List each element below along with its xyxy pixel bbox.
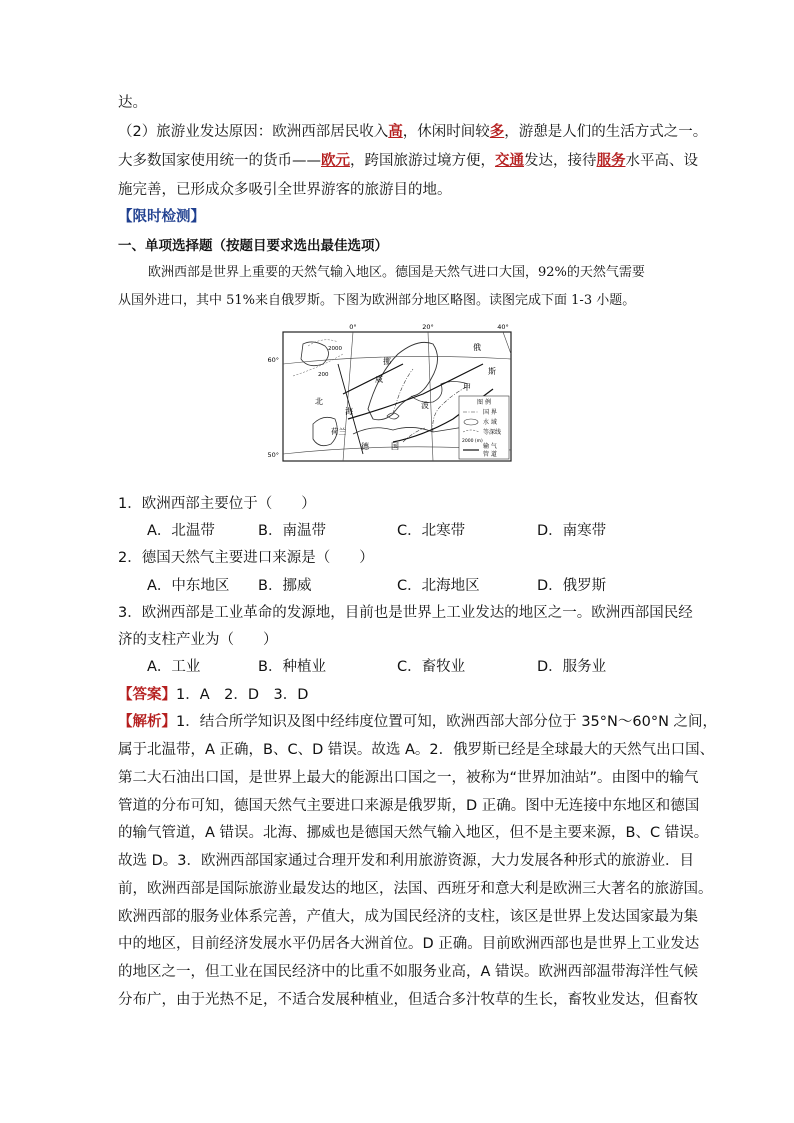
analysis-line-11: 分布广，由于光热不足，不适合发展种植业，但适合多汁牧草的生长，畜牧业发达，但畜牧 xyxy=(118,992,698,1008)
analysis-line-1 xyxy=(118,712,718,732)
lon-0-label: 0° xyxy=(349,323,357,331)
legend-contour-unit: 2000 (m) xyxy=(462,439,483,444)
intro-line-1 xyxy=(118,122,708,142)
legend-border-label: 国 界 xyxy=(483,409,497,416)
analysis-line-7: 前，欧洲西部是国际旅游业最发达的地区，法国、西班牙和意大利是欧洲三大著名的旅游国。 xyxy=(118,881,713,897)
lon-20-label: 20° xyxy=(422,323,434,331)
q2-option-a: A．中东地区 xyxy=(147,578,230,594)
label-poland: 波 xyxy=(421,401,429,410)
analysis-line-3: 第二大石油出口国，是世界上最大的能源出口国之一，被称为“世界加油站”。由图中的输气 xyxy=(118,770,699,786)
label-germany-1: 德 xyxy=(361,442,369,451)
label-sea: 海 xyxy=(345,407,353,416)
analysis-line-5: 的输气管道，A 错误。北海、挪威也是德国天然气输入地区，但不是主要来源，B、C 错误。 xyxy=(118,825,709,841)
label-russia-2: 斯 xyxy=(488,367,496,376)
intro-line-0 xyxy=(118,93,678,113)
europe-map xyxy=(267,323,511,461)
q3-option-d: D．服务业 xyxy=(537,659,607,675)
q2-option-c: C．北海地区 xyxy=(397,578,480,594)
analysis-line-9: 中的地区，目前经济发展水平仍居各大洲首位。D 正确。目前欧洲西部也是世界上工业发达 xyxy=(118,936,700,952)
intro-line-3 xyxy=(118,180,678,200)
contour-200-label: 200 xyxy=(318,372,329,378)
intro-text: ，跨国旅游过境方便， xyxy=(350,153,495,169)
label-jia: 甲 xyxy=(463,383,471,392)
lon-40-label: 40° xyxy=(497,323,509,331)
analysis-line-4: 管道的分布可知，德国天然气主要进口来源是俄罗斯，D 正确。图中无连接中东地区和德国 xyxy=(118,798,700,814)
analysis-line-6: 故选 D。3．欧洲西部国家通过合理开发和利用旅游资源，大力发展各种形式的旅游业．目 xyxy=(118,853,694,869)
analysis-tag: 【解析】 xyxy=(118,714,176,730)
lat-50-label: 50° xyxy=(267,451,279,459)
q1-option-a: A．北温带 xyxy=(147,523,215,539)
contour-2000-label: 2000 xyxy=(328,346,342,352)
question-1: 1．欧洲西部主要位于（ ） xyxy=(118,496,316,512)
legend-contour-label: 等深线 xyxy=(483,429,502,436)
intro-text: 施完善，已形成众多吸引全世界游客的旅游目的地。 xyxy=(118,182,452,198)
legend-pipeline-label-2: 管 道 xyxy=(483,451,497,458)
highlight-keyword: 交通 xyxy=(495,153,524,169)
answer-tag: 【答案】 xyxy=(118,687,176,703)
legend-pipeline-label-1: 输 气 xyxy=(483,443,497,450)
q1-option-b: B．南温带 xyxy=(258,523,326,539)
question-2: 2．德国天然气主要进口来源是（ ） xyxy=(118,550,374,566)
question-stem-line-2: 从国外进口，其中 51%来自俄罗斯。下图为欧洲部分地区略图。读图完成下面 1-3 小题。 xyxy=(118,293,636,308)
section-title: 【限时检测】 xyxy=(118,209,205,225)
label-north: 北 xyxy=(315,397,323,406)
intro-text: ，游憩是人们的生活方式之一。 xyxy=(504,124,708,140)
q1-option-c: C．北寒带 xyxy=(397,523,466,539)
analysis-text: 1．结合所学知识及图中经纬度位置可知，欧洲西部大部分位于 35°N～60°N 之间， xyxy=(176,714,718,730)
question-3-line-2: 济的支柱产业为（ ） xyxy=(118,632,278,648)
label-norway-2: 威 xyxy=(375,375,383,384)
legend-title: 图 例 xyxy=(477,399,491,406)
q3-option-c: C．畜牧业 xyxy=(397,659,466,675)
q3-option-b: B．种植业 xyxy=(258,659,326,675)
question-3-line-1: 3．欧洲西部是工业革命的发源地，目前也是世界上工业发达的地区之一。欧洲西部国民经 xyxy=(118,605,693,621)
legend-water-label: 水 域 xyxy=(483,419,497,426)
q1-option-d: D．南寒带 xyxy=(537,523,607,539)
q2-option-d: D．俄罗斯 xyxy=(537,578,607,594)
highlight-keyword: 欧元 xyxy=(321,153,350,169)
answer-text: 1．A 2．D 3．D xyxy=(176,687,309,703)
analysis-line-8: 欧洲西部的服务业体系完善，产值大，成为国民经济的支柱，该区是世界上发达国家最为集 xyxy=(118,909,698,925)
analysis-line-10: 的地区之一，但工业在国民经济中的比重不如服务业高，A 错误。欧洲西部温带海洋性气候 xyxy=(118,964,699,980)
intro-text: 发达，接待 xyxy=(524,153,597,169)
highlight-keyword: 高 xyxy=(388,124,403,140)
q3-option-a: A．工业 xyxy=(147,659,201,675)
highlight-keyword: 多 xyxy=(489,124,505,140)
intro-line-2 xyxy=(118,151,698,171)
lat-60-label: 60° xyxy=(267,356,279,364)
highlight-keyword: 服务 xyxy=(596,153,626,169)
intro-text: 达。 xyxy=(118,95,147,111)
label-netherlands: 荷兰 xyxy=(331,427,346,436)
intro-text: ，休闲时间较 xyxy=(402,124,490,140)
label-russia-1: 俄 xyxy=(473,343,481,352)
analysis-line-2: 属于北温带，A 正确，B、C、D 错误。故选 A。2．俄罗斯已经是全球最大的天然气出口国、 xyxy=(118,742,715,758)
label-germany-2: 国 xyxy=(391,442,399,451)
question-stem-line-1: 欧洲西部是世界上重要的天然气输入地区。德国是天然气进口大国，92%的天然气需要 xyxy=(148,265,645,280)
label-norway-1: 挪 xyxy=(383,357,391,366)
intro-text: 大多数国家使用统一的货币—— xyxy=(118,153,321,169)
intro-text: （2）旅游业发达原因：欧洲西部居民收入 xyxy=(118,124,389,140)
q2-option-b: B．挪威 xyxy=(258,578,312,594)
intro-text: 水平高、设 xyxy=(625,153,698,169)
section-subtitle: 一、单项选择题（按题目要求选出最佳选项） xyxy=(118,238,388,254)
answer-line xyxy=(118,685,678,705)
